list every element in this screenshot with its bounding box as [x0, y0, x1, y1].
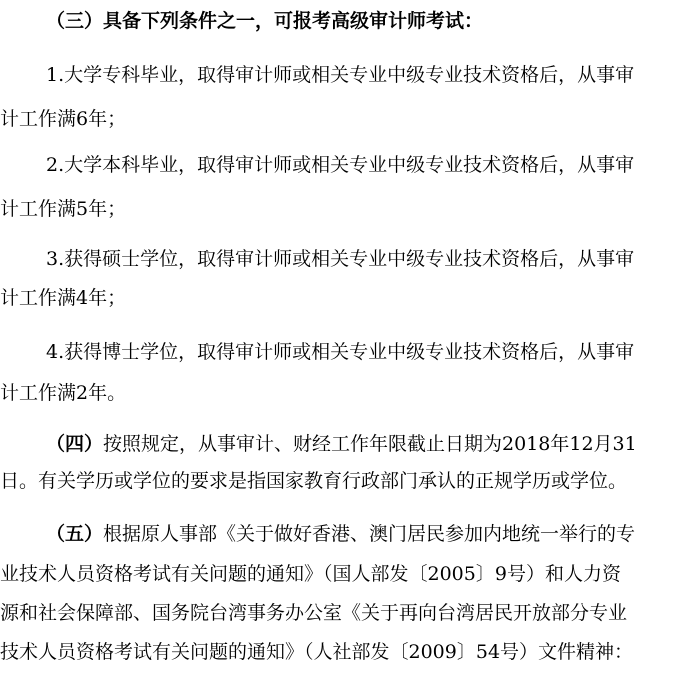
condition-2-line-1: 2.大学本科毕业，取得审计师或相关专业中级专业技术资格后，从事审	[46, 154, 635, 176]
condition-4-line-2: 计工作满2年。	[0, 382, 127, 404]
section-5-line-3: 源和社会保障部、国务院台湾事务办公室《关于再向台湾居民开放部分专业	[0, 602, 628, 624]
section-5-line-1	[0, 522, 700, 546]
section-3-heading: （三）具备下列条件之一，可报考高级审计师考试：	[46, 10, 484, 32]
condition-4-line-1: 4.获得博士学位，取得审计师或相关专业中级专业技术资格后，从事审	[46, 341, 635, 363]
section-5-text-1: 根据原人事部《关于做好香港、澳门居民参加内地统一举行的专	[103, 523, 636, 545]
section-4-line-1	[0, 432, 700, 456]
section-4-label: （四）	[46, 433, 104, 455]
section-5-line-4: 技术人员资格考试有关问题的通知》（人社部发〔2009〕54号）文件精神：	[0, 641, 634, 663]
section-4-line-2: 日。有关学历或学位的要求是指国家教育行政部门承认的正规学历或学位。	[0, 470, 628, 492]
section-5-label: （五）	[46, 523, 104, 545]
section-5-line-2: 业技术人员资格考试有关问题的通知》（国人部发〔2005〕9号）和人力资	[0, 563, 621, 585]
condition-3-line-2: 计工作满4年；	[0, 287, 127, 309]
condition-3-line-1: 3.获得硕士学位，取得审计师或相关专业中级专业技术资格后，从事审	[46, 248, 635, 270]
condition-1-line-2: 计工作满6年；	[0, 108, 127, 130]
condition-2-line-2: 计工作满5年；	[0, 198, 127, 220]
condition-1-line-1: 1.大学专科毕业，取得审计师或相关专业中级专业技术资格后，从事审	[46, 64, 635, 86]
section-4-text-1: 按照规定，从事审计、财经工作年限截止日期为2018年12月31	[103, 433, 637, 455]
